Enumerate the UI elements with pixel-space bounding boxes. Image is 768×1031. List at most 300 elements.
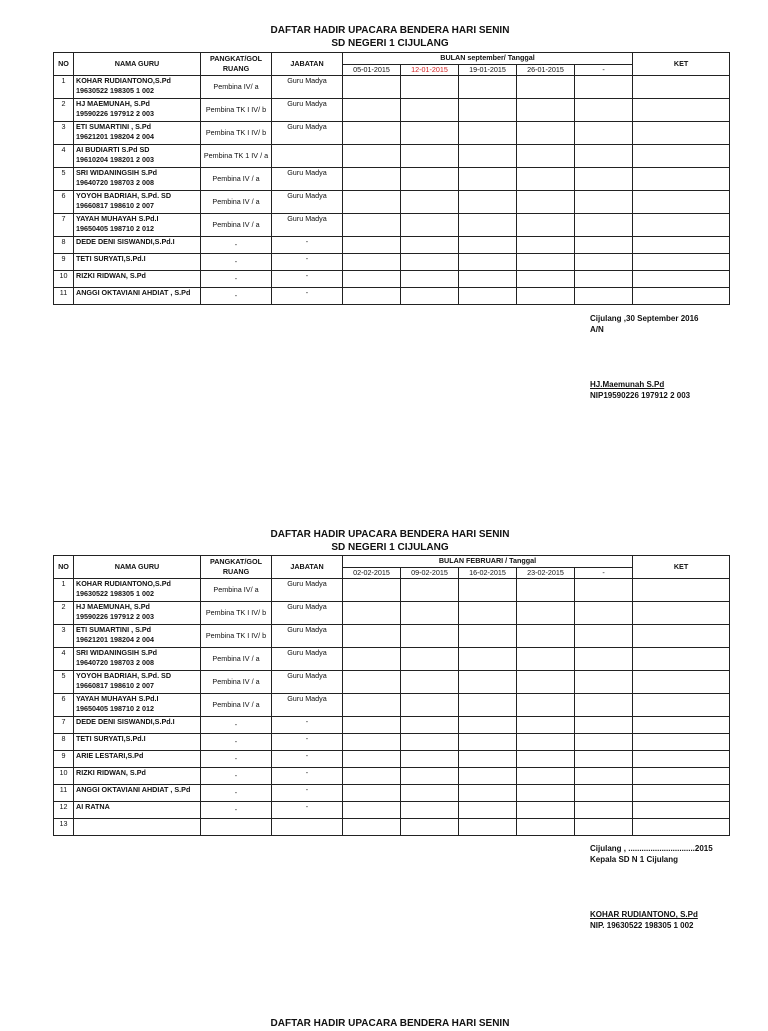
date-header: 19-01-2015 (459, 64, 517, 76)
teacher-name: ARIE LESTARI,S.Pd (76, 751, 144, 760)
attendance-cell[interactable] (343, 785, 401, 802)
row-name-cell (74, 648, 201, 671)
section1-signature-block (590, 313, 699, 401)
attendance-cell[interactable] (401, 145, 459, 168)
table-row (54, 717, 730, 734)
row-position: Guru Madya (272, 625, 343, 648)
attendance-cell[interactable] (459, 694, 517, 717)
row-no: 3 (54, 122, 74, 145)
sign-place-date: Cijulang ,30 September 2016 (590, 314, 699, 323)
ket-cell[interactable] (633, 751, 730, 768)
row-rank: - (201, 717, 272, 734)
header-row (54, 556, 730, 568)
attendance-cell[interactable] (575, 768, 633, 785)
attendance-cell[interactable] (343, 271, 401, 288)
attendance-cell[interactable] (575, 785, 633, 802)
attendance-cell[interactable] (459, 237, 517, 254)
attendance-cell[interactable] (575, 648, 633, 671)
row-no: 7 (54, 214, 74, 237)
attendance-cell[interactable] (517, 751, 575, 768)
teacher-name: YAYAH MUHAYAH S.Pd.I (76, 214, 159, 223)
attendance-cell[interactable] (575, 288, 633, 305)
teacher-nip: 19640720 198703 2 008 (76, 177, 154, 187)
row-position: - (272, 288, 343, 305)
attendance-cell[interactable] (517, 76, 575, 99)
row-no: 10 (54, 271, 74, 288)
row-no: 12 (54, 802, 74, 819)
attendance-cell[interactable] (343, 254, 401, 271)
ket-cell[interactable] (633, 122, 730, 145)
attendance-cell[interactable] (459, 191, 517, 214)
table-row (54, 76, 730, 99)
attendance-cell[interactable] (459, 579, 517, 602)
attendance-cell[interactable] (459, 76, 517, 99)
attendance-cell[interactable] (517, 579, 575, 602)
attendance-cell[interactable] (459, 271, 517, 288)
teacher-name: SRI WIDANINGSIH S.Pd (76, 168, 158, 177)
row-rank: Pembina TK 1 IV / a (201, 145, 272, 168)
ket-cell[interactable] (633, 671, 730, 694)
row-rank: - (201, 237, 272, 254)
attendance-cell[interactable] (459, 785, 517, 802)
attendance-cell[interactable] (517, 168, 575, 191)
attendance-cell[interactable] (459, 625, 517, 648)
ket-cell[interactable] (633, 802, 730, 819)
attendance-cell[interactable] (517, 145, 575, 168)
row-rank: - (201, 802, 272, 819)
header-name: NAMA GURU (74, 556, 201, 579)
attendance-cell[interactable] (401, 122, 459, 145)
attendance-cell[interactable] (343, 734, 401, 751)
attendance-cell[interactable] (401, 76, 459, 99)
ket-cell[interactable] (633, 768, 730, 785)
table-row (54, 191, 730, 214)
attendance-cell[interactable] (401, 734, 459, 751)
attendance-cell[interactable] (401, 648, 459, 671)
row-name-cell (74, 99, 201, 122)
ket-cell[interactable] (633, 271, 730, 288)
ket-cell[interactable] (633, 602, 730, 625)
attendance-cell[interactable] (401, 288, 459, 305)
ket-cell[interactable] (633, 254, 730, 271)
attendance-cell[interactable] (517, 802, 575, 819)
teacher-name: RIZKI RIDWAN, S.Pd (76, 768, 146, 777)
teacher-nip: 19630522 198305 1 002 (76, 85, 154, 95)
row-no: 6 (54, 694, 74, 717)
date-header: 16-02-2015 (459, 567, 517, 579)
row-position: Guru Madya (272, 168, 343, 191)
row-rank: - (201, 768, 272, 785)
teacher-name: YAYAH MUHAYAH S.Pd.I (76, 694, 159, 703)
ket-cell[interactable] (633, 168, 730, 191)
attendance-cell[interactable] (459, 602, 517, 625)
attendance-cell[interactable] (343, 99, 401, 122)
attendance-cell[interactable] (343, 168, 401, 191)
row-no: 6 (54, 191, 74, 214)
attendance-cell[interactable] (343, 145, 401, 168)
teacher-nip: 19640720 198703 2 008 (76, 657, 154, 667)
attendance-cell[interactable] (401, 579, 459, 602)
attendance-cell[interactable] (517, 785, 575, 802)
row-no: 3 (54, 625, 74, 648)
attendance-cell[interactable] (517, 214, 575, 237)
row-rank: Pembina IV / a (201, 214, 272, 237)
attendance-cell[interactable] (459, 122, 517, 145)
attendance-cell[interactable] (517, 254, 575, 271)
row-rank: - (201, 288, 272, 305)
attendance-cell[interactable] (401, 819, 459, 836)
ket-cell[interactable] (633, 648, 730, 671)
row-name-cell (74, 579, 201, 602)
row-rank: - (201, 254, 272, 271)
header-position: JABATAN (272, 556, 343, 579)
attendance-cell[interactable] (459, 168, 517, 191)
attendance-cell[interactable] (575, 717, 633, 734)
section2-title-line2: SD NEGERI 1 CIJULANG (331, 542, 449, 553)
attendance-cell[interactable] (575, 671, 633, 694)
attendance-cell[interactable] (459, 802, 517, 819)
sign-name: HJ.Maemunah S.Pd (590, 380, 665, 389)
table-row (54, 819, 730, 836)
table-row (54, 751, 730, 768)
attendance-cell[interactable] (575, 145, 633, 168)
ket-cell[interactable] (633, 717, 730, 734)
teacher-name: YOYOH BADRIAH, S.Pd. SD (76, 671, 172, 680)
attendance-cell[interactable] (575, 734, 633, 751)
table-row (54, 671, 730, 694)
row-no: 2 (54, 99, 74, 122)
row-position (272, 145, 343, 168)
attendance-cell[interactable] (575, 76, 633, 99)
teacher-name: KOHAR RUDIANTONO,S.Pd (76, 579, 171, 588)
row-no: 9 (54, 254, 74, 271)
teacher-name: YOYOH BADRIAH, S.Pd. SD (76, 191, 172, 200)
attendance-table-february (53, 555, 730, 836)
table-row (54, 99, 730, 122)
attendance-cell[interactable] (459, 734, 517, 751)
teacher-nip: 19621201 198204 2 004 (76, 131, 154, 141)
date-header: 26-01-2015 (517, 64, 575, 76)
teacher-name: AI RATNA (76, 802, 110, 811)
teacher-nip: 19630522 198305 1 002 (76, 588, 154, 598)
table-row (54, 785, 730, 802)
section2-signature-block (590, 843, 713, 931)
attendance-cell[interactable] (575, 214, 633, 237)
attendance-cell[interactable] (575, 802, 633, 819)
attendance-cell[interactable] (343, 288, 401, 305)
attendance-cell[interactable] (459, 99, 517, 122)
row-position: Guru Madya (272, 579, 343, 602)
row-position: - (272, 237, 343, 254)
row-rank: Pembina TK I IV/ b (201, 122, 272, 145)
date-header: 12-01-2015 (401, 64, 459, 76)
table-row (54, 625, 730, 648)
table-row (54, 802, 730, 819)
attendance-cell[interactable] (401, 785, 459, 802)
attendance-cell[interactable] (459, 648, 517, 671)
ket-cell[interactable] (633, 191, 730, 214)
row-name-cell (74, 819, 201, 836)
row-rank: Pembina IV / a (201, 168, 272, 191)
attendance-cell[interactable] (575, 122, 633, 145)
teacher-nip: 19621201 198204 2 004 (76, 634, 154, 644)
row-name-cell (74, 717, 201, 734)
ket-cell[interactable] (633, 237, 730, 254)
header-rank: PANGKAT/GOL RUANG (201, 556, 272, 579)
attendance-cell[interactable] (343, 579, 401, 602)
row-no: 5 (54, 671, 74, 694)
attendance-cell[interactable] (517, 625, 575, 648)
attendance-cell[interactable] (517, 191, 575, 214)
attendance-cell[interactable] (575, 191, 633, 214)
row-rank: - (201, 785, 272, 802)
ket-cell[interactable] (633, 145, 730, 168)
row-no: 1 (54, 579, 74, 602)
attendance-cell[interactable] (401, 602, 459, 625)
sign-nip: NIP. 19630522 198305 1 002 (590, 921, 694, 930)
attendance-cell[interactable] (517, 237, 575, 254)
attendance-cell[interactable] (575, 271, 633, 288)
attendance-cell[interactable] (575, 237, 633, 254)
attendance-cell[interactable] (459, 717, 517, 734)
attendance-cell[interactable] (401, 254, 459, 271)
row-position: - (272, 717, 343, 734)
section2-title-line1: DAFTAR HADIR UPACARA BENDERA HARI SENIN (270, 529, 510, 540)
row-rank: Pembina IV / a (201, 671, 272, 694)
row-rank: - (201, 271, 272, 288)
ket-cell[interactable] (633, 214, 730, 237)
row-position: Guru Madya (272, 191, 343, 214)
date-header: - (575, 64, 633, 76)
attendance-cell[interactable] (401, 694, 459, 717)
attendance-cell[interactable] (343, 768, 401, 785)
row-position: Guru Madya (272, 648, 343, 671)
row-position: Guru Madya (272, 214, 343, 237)
row-no: 4 (54, 145, 74, 168)
table-row (54, 768, 730, 785)
attendance-cell[interactable] (517, 819, 575, 836)
attendance-cell[interactable] (575, 602, 633, 625)
row-position: Guru Madya (272, 76, 343, 99)
attendance-cell[interactable] (401, 751, 459, 768)
header-ket: KET (633, 556, 730, 579)
attendance-cell[interactable] (517, 694, 575, 717)
ket-cell[interactable] (633, 785, 730, 802)
sign-name: KOHAR RUDIANTONO, S.Pd (590, 910, 698, 919)
row-no: 11 (54, 785, 74, 802)
row-name-cell (74, 751, 201, 768)
attendance-cell[interactable] (401, 671, 459, 694)
row-position: Guru Madya (272, 671, 343, 694)
row-no: 8 (54, 237, 74, 254)
attendance-cell[interactable] (575, 751, 633, 768)
row-no: 4 (54, 648, 74, 671)
teacher-name: HJ MAEMUNAH, S.Pd (76, 602, 150, 611)
attendance-cell[interactable] (575, 99, 633, 122)
attendance-cell[interactable] (343, 122, 401, 145)
ket-cell[interactable] (633, 99, 730, 122)
date-header: 05-01-2015 (343, 64, 401, 76)
teacher-name: SRI WIDANINGSIH S.Pd (76, 648, 158, 657)
attendance-cell[interactable] (401, 237, 459, 254)
section3-title-partial: DAFTAR HADIR UPACARA BENDERA HARI SENIN (270, 1018, 510, 1029)
sign-role: A/N (590, 325, 604, 334)
table-row (54, 254, 730, 271)
teacher-nip: 19610204 198201 2 003 (76, 154, 154, 164)
attendance-cell[interactable] (517, 734, 575, 751)
attendance-cell[interactable] (401, 768, 459, 785)
teacher-nip: 19660817 198610 2 007 (76, 200, 154, 210)
attendance-cell[interactable] (343, 648, 401, 671)
row-name-cell (74, 768, 201, 785)
table-row (54, 694, 730, 717)
attendance-cell[interactable] (401, 717, 459, 734)
attendance-cell[interactable] (401, 99, 459, 122)
header-no: NO (54, 53, 74, 76)
row-rank: Pembina TK I IV/ b (201, 625, 272, 648)
attendance-cell[interactable] (459, 214, 517, 237)
row-name-cell (74, 214, 201, 237)
row-name-cell (74, 76, 201, 99)
attendance-cell[interactable] (343, 237, 401, 254)
table-row (54, 214, 730, 237)
attendance-cell[interactable] (459, 819, 517, 836)
attendance-cell[interactable] (575, 579, 633, 602)
row-name-cell (74, 191, 201, 214)
ket-cell[interactable] (633, 76, 730, 99)
ket-cell[interactable] (633, 288, 730, 305)
row-rank: Pembina IV/ a (201, 76, 272, 99)
attendance-cell[interactable] (575, 625, 633, 648)
table-row (54, 648, 730, 671)
attendance-cell[interactable] (517, 99, 575, 122)
attendance-cell[interactable] (517, 671, 575, 694)
row-no: 8 (54, 734, 74, 751)
teacher-name: TETI SURYATI,S.Pd.I (76, 254, 146, 263)
row-name-cell (74, 145, 201, 168)
ket-cell[interactable] (633, 819, 730, 836)
attendance-cell[interactable] (343, 602, 401, 625)
teacher-name: ETI SUMARTINI , S.Pd (76, 625, 152, 634)
attendance-cell[interactable] (401, 168, 459, 191)
section1-title-line2: SD NEGERI 1 CIJULANG (331, 38, 449, 49)
row-no: 10 (54, 768, 74, 785)
teacher-nip: 19590226 197912 2 003 (76, 108, 154, 118)
attendance-cell[interactable] (343, 751, 401, 768)
row-position: - (272, 271, 343, 288)
attendance-cell[interactable] (517, 271, 575, 288)
teacher-name: KOHAR RUDIANTONO,S.Pd (76, 76, 171, 85)
date-header: 09-02-2015 (401, 567, 459, 579)
attendance-cell[interactable] (517, 768, 575, 785)
row-rank: Pembina TK I IV/ b (201, 602, 272, 625)
row-no: 1 (54, 76, 74, 99)
attendance-cell[interactable] (459, 768, 517, 785)
attendance-cell[interactable] (343, 819, 401, 836)
row-name-cell (74, 237, 201, 254)
attendance-cell[interactable] (517, 288, 575, 305)
teacher-name: ANGGI OKTAVIANI AHDIAT , S.Pd (76, 288, 191, 297)
section1-title-line1: DAFTAR HADIR UPACARA BENDERA HARI SENIN (270, 25, 510, 36)
table-row (54, 579, 730, 602)
date-header: - (575, 567, 633, 579)
sign-role: Kepala SD N 1 Cijulang (590, 855, 679, 864)
row-rank: Pembina TK I IV/ b (201, 99, 272, 122)
row-rank: Pembina IV / a (201, 694, 272, 717)
table-row (54, 271, 730, 288)
row-position: - (272, 734, 343, 751)
ket-cell[interactable] (633, 579, 730, 602)
ket-cell[interactable] (633, 734, 730, 751)
teacher-name: DEDE DENI SISWANDI,S.Pd.I (76, 237, 175, 246)
row-no: 11 (54, 288, 74, 305)
attendance-cell[interactable] (575, 168, 633, 191)
teacher-name: ETI SUMARTINI , S.Pd (76, 122, 152, 131)
row-name-cell (74, 271, 201, 288)
attendance-cell[interactable] (343, 625, 401, 648)
attendance-cell[interactable] (343, 76, 401, 99)
row-rank: Pembina IV/ a (201, 579, 272, 602)
teacher-name: RIZKI RIDWAN, S.Pd (76, 271, 146, 280)
row-position: Guru Madya (272, 99, 343, 122)
teacher-nip: 19650405 198710 2 012 (76, 703, 154, 713)
row-rank: - (201, 734, 272, 751)
header-no: NO (54, 556, 74, 579)
attendance-cell[interactable] (343, 802, 401, 819)
sign-place-date: Cijulang , ..............................2015 (590, 844, 713, 853)
attendance-cell[interactable] (459, 751, 517, 768)
row-position: - (272, 254, 343, 271)
ket-cell[interactable] (633, 625, 730, 648)
attendance-cell[interactable] (343, 214, 401, 237)
row-name-cell (74, 168, 201, 191)
table-row (54, 288, 730, 305)
row-name-cell (74, 694, 201, 717)
attendance-cell[interactable] (517, 717, 575, 734)
attendance-cell[interactable] (343, 671, 401, 694)
ket-cell[interactable] (633, 694, 730, 717)
attendance-cell[interactable] (401, 191, 459, 214)
row-position: Guru Madya (272, 602, 343, 625)
table-row (54, 122, 730, 145)
row-position: - (272, 785, 343, 802)
attendance-cell[interactable] (517, 648, 575, 671)
attendance-cell[interactable] (575, 694, 633, 717)
attendance-cell[interactable] (343, 191, 401, 214)
attendance-cell[interactable] (517, 122, 575, 145)
attendance-cell[interactable] (401, 802, 459, 819)
attendance-cell[interactable] (459, 145, 517, 168)
attendance-cell[interactable] (459, 288, 517, 305)
attendance-cell[interactable] (401, 271, 459, 288)
attendance-cell[interactable] (343, 717, 401, 734)
attendance-cell[interactable] (401, 625, 459, 648)
row-name-cell (74, 602, 201, 625)
attendance-cell[interactable] (459, 254, 517, 271)
attendance-cell[interactable] (575, 819, 633, 836)
sign-nip: NIP19590226 197912 2 003 (590, 391, 691, 400)
table-row (54, 734, 730, 751)
attendance-cell[interactable] (459, 671, 517, 694)
attendance-cell[interactable] (343, 694, 401, 717)
row-name-cell (74, 785, 201, 802)
attendance-cell[interactable] (575, 254, 633, 271)
table-row (54, 602, 730, 625)
row-rank: Pembina IV / a (201, 191, 272, 214)
attendance-cell[interactable] (517, 602, 575, 625)
row-no: 2 (54, 602, 74, 625)
attendance-cell[interactable] (401, 214, 459, 237)
